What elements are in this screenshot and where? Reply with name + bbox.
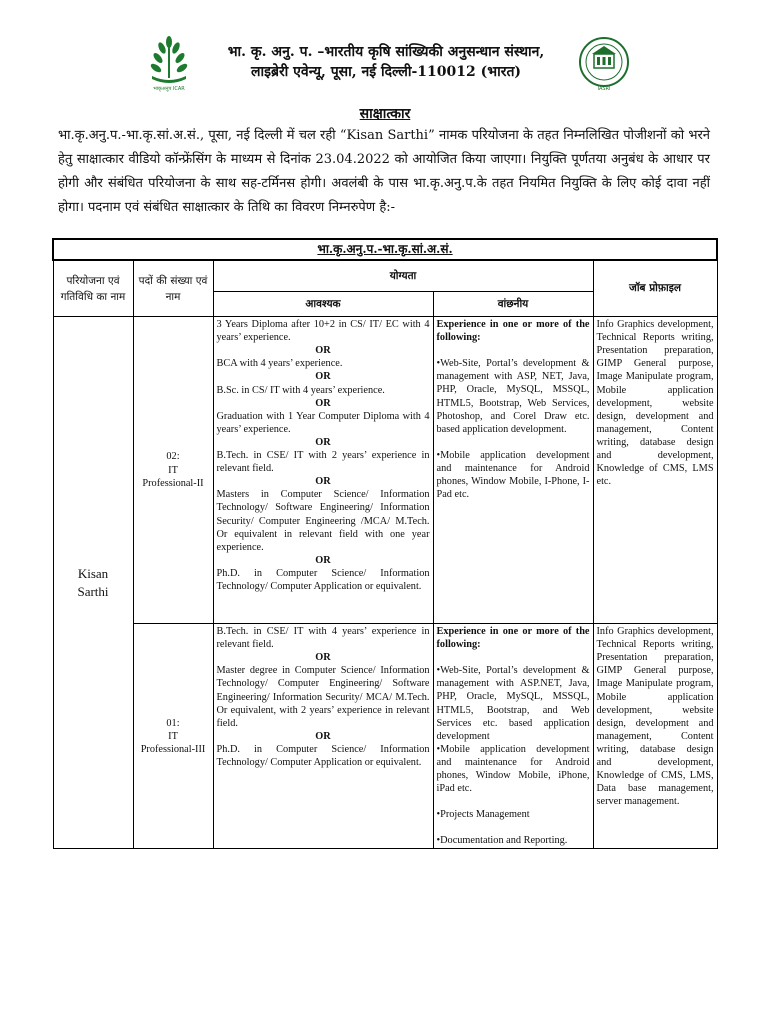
table-row xyxy=(53,624,717,849)
or-separator: OR xyxy=(315,436,331,448)
or-separator: OR xyxy=(315,554,331,566)
essential-item: Ph.D. in Computer Science/ Information Technology/ Computer Application or equivalent. xyxy=(216,567,430,592)
desirable-item: •Projects Management xyxy=(436,809,530,821)
essential-qualification xyxy=(213,624,433,849)
table-row xyxy=(53,317,717,624)
essential-item: Masters in Computer Science/ Information Technology/ Software Engineering/ Information Security/ Computer Engineering /MCA/ M.Tech. Or equivalent in relevant field with one year experience. xyxy=(216,489,430,553)
desirable-heading: Experience in one or more of the following: xyxy=(436,626,590,651)
post-name-text: 02: IT Professional-II xyxy=(142,451,204,489)
or-separator: OR xyxy=(315,397,331,409)
col-posts-header: पदों की संख्या एवं नाम xyxy=(133,260,213,317)
essential-item: Master degree in Computer Science/ Information Technology/ Computer Engineering/ Software Engineering/ Information Security/ MCA/ M.Tech. Or equivalent, with 2 years’ experience in relevant field. xyxy=(216,665,430,729)
or-separator: OR xyxy=(315,345,331,357)
job-profile: Info Graphics development, Technical Reports writing, Presentation preparation, GIMP General purpose, Image Manipulate program, Mobile application development, website design, development and management, Content writing, database design and development, Knowledge of CMS, LMS etc. xyxy=(593,317,717,624)
or-separator: OR xyxy=(315,730,331,742)
desirable-qualification xyxy=(433,624,593,849)
desirable-item: •Web-Site, Portal’s development & management with ASP.NET, Java, PHP, Oracle, MySQL, MSSQL, HTML5, Bootstrap, and Web Services etc. based application development xyxy=(436,665,590,742)
post-name-text: 01: IT Professional-III xyxy=(140,717,206,755)
col-job-profile-header: जॉब प्रोफ़ाइल xyxy=(593,260,717,317)
project-name xyxy=(53,317,133,849)
post-name xyxy=(133,624,213,849)
or-separator: OR xyxy=(315,371,331,383)
desirable-qualification xyxy=(433,317,593,624)
or-separator: OR xyxy=(315,652,331,664)
essential-item: BCA with 4 years’ experience. xyxy=(216,358,343,370)
col-essential-header: आवश्यक xyxy=(213,292,433,317)
job-profile: Info Graphics development, Technical Reports writing, Presentation preparation, GIMP General purpose, Image Manipulate program, Mobile application development, website design, development and management, Content writing, database design and development, Knowledge of CMS, LMS, Data base management, server management. xyxy=(593,624,717,849)
letterhead xyxy=(0,30,770,100)
or-separator: OR xyxy=(315,476,331,488)
essential-item: Graduation with 1 Year Computer Diploma with 4 years’ experience. xyxy=(216,410,430,435)
institute-line-2: लाइब्रेरी एवेन्यू, पूसा, नई दिल्ली-110012 (भारत) xyxy=(250,64,522,80)
desirable-item: •Documentation and Reporting. xyxy=(436,835,568,847)
post-name xyxy=(133,317,213,624)
essential-item: B.Sc. in CS/ IT with 4 years’ experience. xyxy=(216,384,385,396)
essential-item: B.Tech. in CSE/ IT with 2 years’ experience in relevant field. xyxy=(216,450,430,475)
col-qualification-header: योग्यता xyxy=(213,260,593,292)
positions-table xyxy=(52,238,718,849)
essential-item: Ph.D. in Computer Science/ Information Technology/ Computer Application or equivalent. xyxy=(216,743,430,769)
desirable-item: •Mobile application development and maintenance for Android phones, Window Mobile, iPhone, iPad etc. xyxy=(436,743,590,795)
col-project-header: परियोजना एवं गतिविधि का नाम xyxy=(53,260,133,317)
iasri-logo xyxy=(578,36,630,92)
intro-paragraph: भा.कृ.अनु.प.-भा.कृ.सां.अ.सं., पूसा, नई दिल्ली में चल रही “Kisan Sarthi” नामक परियोजना के तहत निम्नलिखित पोजीशनों को भरने हेतु साक्षात्कार वीडियो कॉन्फ्रेंसिंग के माध्यम से दिनांक 23.04.2022 को आयोजित किया जाएगा। नियुक्ति पूर्णतया अनुबंध के आधार पर होगी और संबंधित परियोजना के साथ सह-टर्मिनस होगी। अवलंबी के पास भा.कृ.अनु.प.के तहत नियमित नियुक्ति के लिए कोई दावा नहीं होगा। पदनाम एवं संबंधित साक्षात्कार के तिथि का विवरण निम्नरुपेण है:- xyxy=(58,128,710,215)
col-desirable-header: वांछनीय xyxy=(433,292,593,317)
project-name-text: Kisan Sarthi xyxy=(77,565,109,599)
institute-name xyxy=(200,42,572,82)
essential-item: B.Tech. in CSE/ IT with 4 years’ experience in relevant field. xyxy=(216,626,430,651)
essential-item: 3 Years Diploma after 10+2 in CS/ IT/ EC with 4 years’ experience. xyxy=(216,319,430,344)
svg-text:भाकृअनुप ICAR: भाकृअनुप ICAR xyxy=(153,86,185,92)
essential-qualification xyxy=(213,317,433,624)
desirable-item: •Mobile application development and maintenance for Android phones, Window Mobile, I-Phone, I-Pad etc. xyxy=(436,449,590,501)
icar-logo xyxy=(146,34,192,96)
page-title: साक्षात्कार xyxy=(359,106,411,122)
desirable-item: •Web-Site, Portal’s development & management with ASP, NET, Java, PHP, Oracle, MySQL, MSSQL, HTML5, Bootstrap, Web Services, Photoshop, and Corel Draw etc. based application development. xyxy=(436,358,590,435)
institute-line-1: भा. कृ. अनु. प. –भारतीय कृषि सांख्यिकी अनुसन्धान संस्थान, xyxy=(227,44,545,60)
svg-text:IASRI: IASRI xyxy=(597,86,611,92)
table-org-title: भा.कृ.अनु.प.-भा.कृ.सां.अ.सं. xyxy=(53,239,717,260)
desirable-heading: Experience in one or more of the following: xyxy=(436,319,590,344)
